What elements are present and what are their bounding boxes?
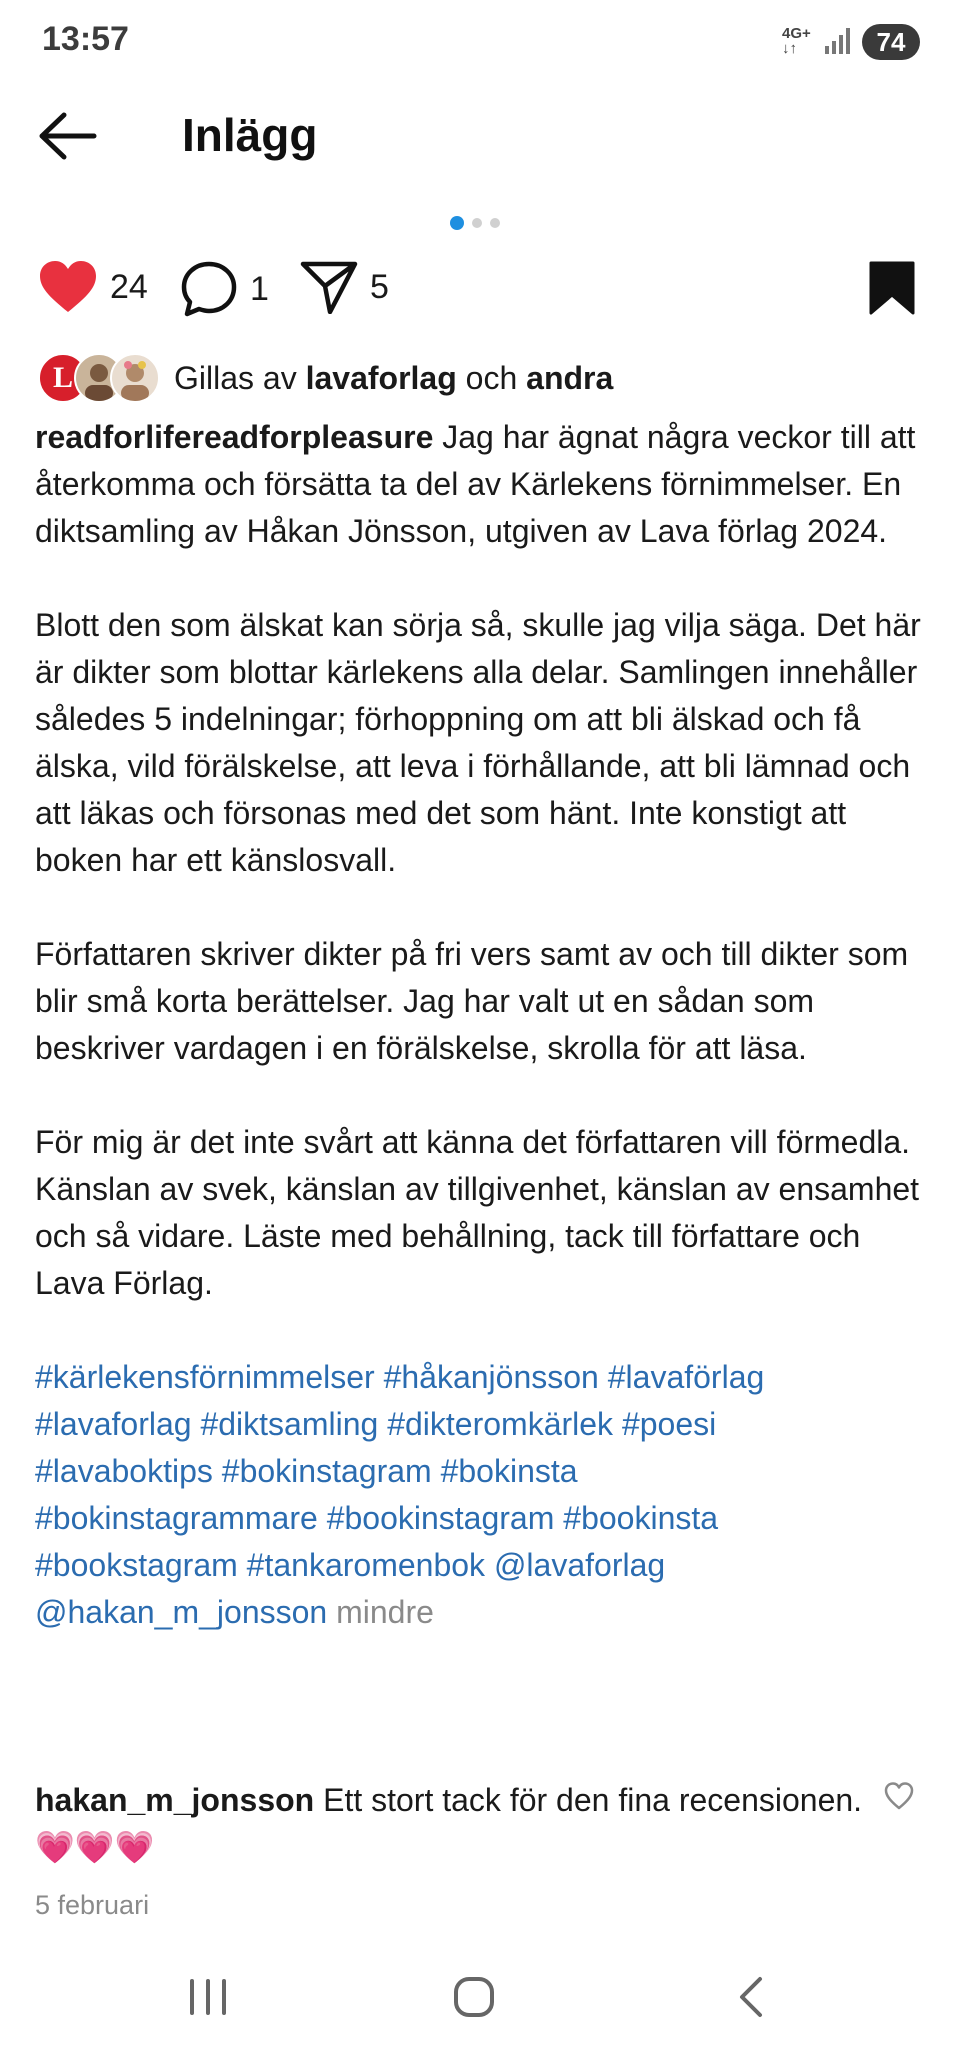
- comments-count[interactable]: 1: [250, 269, 269, 308]
- network-type: 4G+: [782, 25, 811, 42]
- liker-avatars: [38, 353, 162, 403]
- hashtag-line-last: [35, 1589, 935, 1636]
- share-action[interactable]: [300, 260, 389, 314]
- caption-paragraph: För mig är det inte svårt att känna det författaren vill förmedla. Känslan av svek, känslan av tillgivenhet, känslan av ensamhet och så vidare. Läste med behållning, tack till författare och Lava Förlag.: [35, 1124, 920, 1301]
- liked-by-text: [174, 360, 613, 397]
- comment-text: Ett stort tack för den fina recensionen. 💗💗💗: [35, 1782, 863, 1865]
- speech-bubble-icon[interactable]: [180, 260, 238, 318]
- caption-paragraph: Blott den som älskat kan sörja så, skulle jag vilja säga. Det här är dikter som blottar kärlekens alla delar. Samlingen innehåller således 5 indelningar; förhoppning om att bli älskad och få älska, vild förälskelse, att leva i förhållande, att bli lämnad och att läkas och försonas med det som hänt. Inte konstigt att boken har ett känslosvall.: [35, 607, 921, 878]
- mention-link[interactable]: @hakan_m_jonsson: [35, 1594, 328, 1630]
- network-indicator: [782, 26, 811, 56]
- likes-count[interactable]: 24: [110, 267, 148, 306]
- liked-by-others-link[interactable]: andra: [526, 359, 614, 396]
- caption-text: Jag har ägnat några veckor till att återkomma och försätta ta del av Kärlekens förnimmelser. En diktsamling av Håkan Jönsson, utgiven av Lava förlag 2024.: [35, 419, 916, 549]
- like-action[interactable]: [38, 260, 148, 314]
- caption-paragraph: Författaren skriver dikter på fri vers samt av och till dikter som blir små korta berättelser. Jag har valt ut en sådan som beskriver vardagen i en förälskelse, skrolla för att läsa.: [35, 936, 909, 1066]
- carousel-dot: [490, 218, 500, 228]
- comment: [35, 1777, 875, 1871]
- post-actions: [38, 260, 928, 330]
- heart-filled-icon[interactable]: [38, 260, 98, 314]
- show-less-link[interactable]: mindre: [336, 1594, 434, 1630]
- shares-count[interactable]: 5: [370, 267, 389, 306]
- post-caption: [35, 414, 935, 1636]
- status-time: 13:57: [42, 20, 129, 58]
- data-arrows: ↓↑: [782, 40, 797, 57]
- liked-by-user-link[interactable]: lavaforlag: [305, 359, 457, 396]
- avatar: L: [38, 353, 88, 403]
- paper-plane-icon[interactable]: [300, 260, 358, 314]
- carousel-indicator: [450, 215, 500, 231]
- battery-indicator: [862, 24, 920, 60]
- comment-action[interactable]: [180, 260, 269, 318]
- arrow-left-icon[interactable]: [38, 110, 98, 162]
- comment-date: 5 februari: [35, 1890, 150, 1920]
- carousel-dot-active: [450, 216, 464, 230]
- home-icon[interactable]: [452, 1975, 496, 2019]
- carousel-dot: [472, 218, 482, 228]
- comment-username[interactable]: hakan_m_jonsson: [35, 1782, 315, 1818]
- battery-level: 74: [876, 27, 906, 57]
- heart-outline-icon[interactable]: [884, 1782, 914, 1810]
- hashtag-line[interactable]: #kärlekensförnimmelser #håkanjönsson #lavaförlag: [35, 1359, 765, 1395]
- status-bar: [0, 0, 960, 90]
- system-nav-bar: [0, 1950, 960, 2059]
- hashtag-line[interactable]: #lavaforlag #diktsamling #dikteromkärlek #poesi: [35, 1406, 717, 1442]
- hashtag-line[interactable]: #lavaboktips #bokinstagram #bokinsta: [35, 1453, 578, 1489]
- hashtag-line[interactable]: #bokinstagrammare #bookinstagram #bookinsta: [35, 1500, 719, 1536]
- chevron-left-icon[interactable]: [730, 1975, 774, 2019]
- liked-by-prefix: Gillas av: [174, 359, 297, 396]
- caption-username[interactable]: readforlifereadforpleasure: [35, 419, 434, 455]
- liked-by-joiner: och: [465, 359, 518, 396]
- bookmark-filled-icon[interactable]: [868, 260, 916, 316]
- page-title: Inlägg: [182, 109, 318, 161]
- liked-by-row[interactable]: [38, 352, 613, 404]
- hashtag-line[interactable]: #bookstagram #tankaromenbok @lavaforlag: [35, 1547, 666, 1583]
- recent-apps-icon[interactable]: [186, 1975, 230, 2019]
- avatar: [110, 353, 160, 403]
- caption-paragraph: [35, 414, 935, 555]
- signal-icon: [824, 26, 852, 56]
